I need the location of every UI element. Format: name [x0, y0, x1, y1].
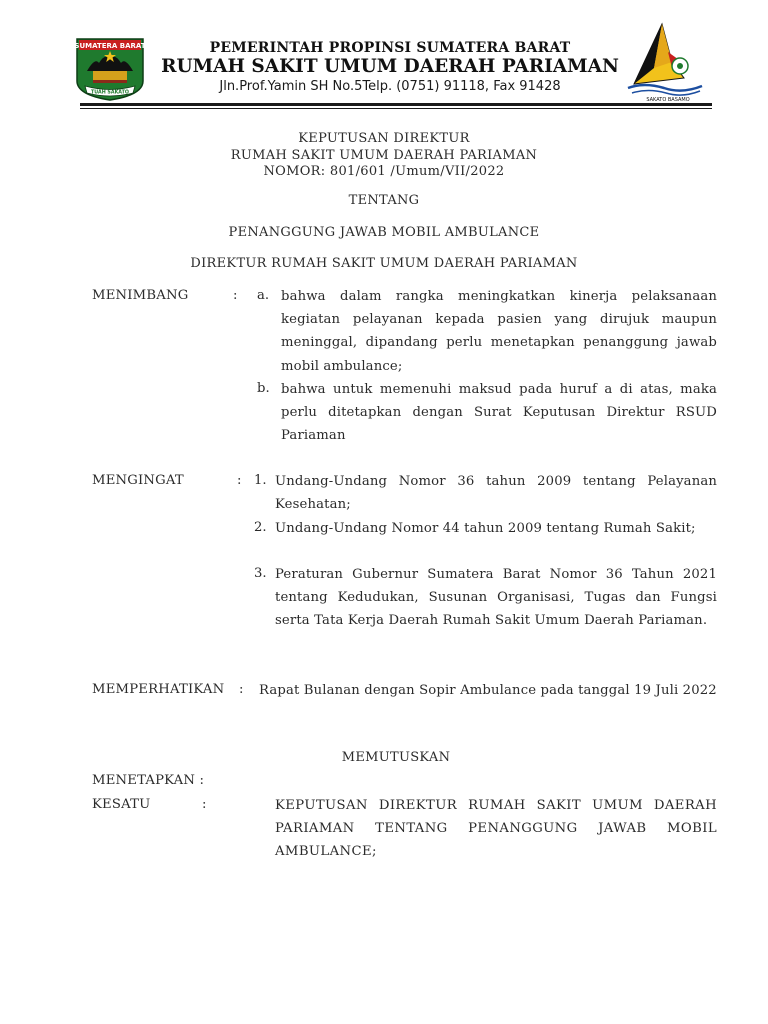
kesatu-colon: : [202, 797, 207, 812]
mengingat-item-1-marker: 1. [254, 473, 267, 488]
menetapkan-label: MENETAPKAN : [92, 773, 205, 788]
memperhatikan-label: MEMPERHATIKAN [92, 682, 225, 697]
memutuskan-heading: MEMUTUSKAN [341, 750, 451, 765]
province-emblem-icon [75, 37, 145, 101]
memperhatikan-text: Rapat Bulanan dengan Sopir Ambulance pada tanggal 19 Juli 2022 [259, 683, 717, 698]
decree-number: NOMOR: 801/601 /Umum/VII/2022 [263, 164, 505, 179]
mengingat-item-3-text: Peraturan Gubernur Sumatera Barat Nomor 36 Tahun 2021 tentang Kedudukan, Susunan Organisasi, Tugas dan Fungsi serta Tata Kerja Daerah Rumah Sakit Umum Daerah Pariaman. [275, 567, 717, 629]
institution-address: Jln.Prof.Yamin SH No.5Telp. (0751) 91118, Fax 91428 [219, 79, 561, 94]
menimbang-item-a-marker: a. [257, 288, 270, 303]
decree-subject: PENANGGUNG JAWAB MOBIL AMBULANCE [228, 225, 540, 240]
mengingat-colon: : [237, 473, 242, 488]
menimbang-colon: : [233, 288, 238, 303]
mengingat-item-3-marker: 3. [254, 566, 267, 581]
emblem-bottom-text: TUAH SAKATO [91, 90, 129, 96]
kesatu-text: KEPUTUSAN DIREKTUR RUMAH SAKIT UMUM DAERAH PARIAMAN TENTANG PENANGGUNG JAWAB MOBIL AMBULANCE; [275, 798, 717, 860]
memperhatikan-colon: : [239, 682, 244, 697]
mengingat-label: MENGINGAT [92, 473, 184, 488]
kesatu-label: KESATU [92, 797, 151, 812]
institution-name: RUMAH SAKIT UMUM DAERAH PARIAMAN [161, 56, 619, 77]
decree-title: KEPUTUSAN DIREKTUR [298, 131, 470, 146]
city-logo-caption: SAKATO BASAMO [646, 97, 690, 102]
emblem-top-text: SUMATERA BARAT [75, 42, 145, 50]
menimbang-label: MENIMBANG [92, 288, 189, 303]
decree-issuing-body: RUMAH SAKIT UMUM DAERAH PARIAMAN [230, 148, 538, 163]
mengingat-item-1-text: Undang-Undang Nomor 36 tahun 2009 tentang Pelayanan Kesehatan; [275, 474, 717, 513]
mengingat-item-2-marker: 2. [254, 520, 267, 535]
menimbang-item-b-text: bahwa untuk memenuhi maksud pada huruf a di atas, maka perlu ditetapkan dengan Surat Keputusan Direktur RSUD Pariaman [281, 382, 717, 444]
letterhead-rule-thin [80, 108, 712, 109]
pariaman-city-logo-icon [624, 22, 706, 102]
government-name: PEMERINTAH PROPINSI SUMATERA BARAT [209, 40, 571, 56]
letterhead-rule-thick [80, 103, 712, 106]
mengingat-item-2-text: Undang-Undang Nomor 44 tahun 2009 tentang Rumah Sakit; [275, 521, 696, 536]
menimbang-item-b-marker: b. [257, 381, 270, 396]
decree-issuer: DIREKTUR RUMAH SAKIT UMUM DAERAH PARIAMAN [190, 256, 578, 271]
decree-about: TENTANG [348, 193, 420, 208]
menimbang-item-a-text: bahwa dalam rangka meningkatkan kinerja pelaksanaan kegiatan pelayanan kepada pasien yang dirujuk maupun meninggal, dipandang perlu menetapkan penanggung jawab mobil ambulance; [281, 289, 717, 374]
